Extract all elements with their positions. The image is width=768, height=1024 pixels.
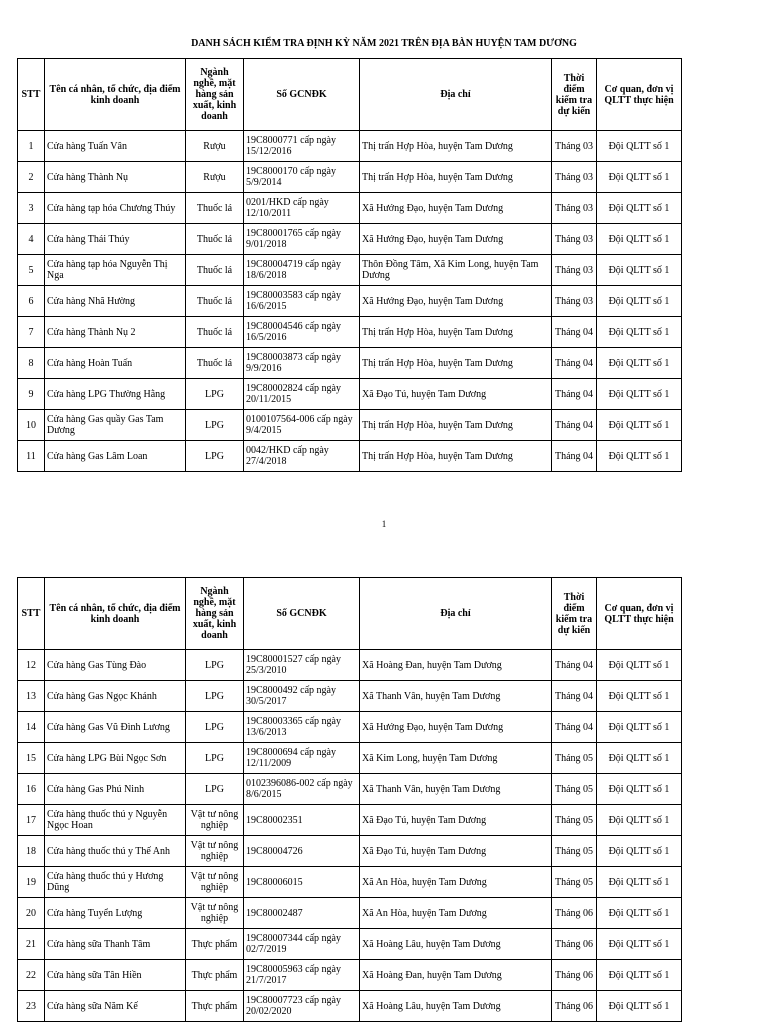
table-row	[18, 255, 682, 286]
cell-gcndk: 0042/HKD cấp ngày 27/4/2018	[244, 441, 360, 472]
cell-time: Tháng 05	[552, 774, 597, 805]
table-row	[18, 348, 682, 379]
cell-name: Cửa hàng sữa Năm Kế	[45, 991, 186, 1022]
cell-address: Thị trấn Hợp Hòa, huyện Tam Dương	[360, 162, 552, 193]
cell-stt: 21	[18, 929, 45, 960]
cell-name: Cửa hàng Tuyển Lượng	[45, 898, 186, 929]
table-row	[18, 712, 682, 743]
cell-gcndk: 19C80005963 cấp ngày 21/7/2017	[244, 960, 360, 991]
cell-stt: 6	[18, 286, 45, 317]
cell-name: Cửa hàng Thái Thúy	[45, 224, 186, 255]
cell-agency: Đội QLTT số 1	[597, 162, 682, 193]
cell-time: Tháng 06	[552, 960, 597, 991]
cell-agency: Đội QLTT số 1	[597, 441, 682, 472]
cell-agency: Đội QLTT số 1	[597, 929, 682, 960]
cell-agency: Đội QLTT số 1	[597, 712, 682, 743]
cell-address: Xã Hoàng Đan, huyện Tam Dương	[360, 960, 552, 991]
cell-gcndk: 19C8000170 cấp ngày 5/9/2014	[244, 162, 360, 193]
cell-agency: Đội QLTT số 1	[597, 224, 682, 255]
cell-name: Cửa hàng sữa Tân Hiền	[45, 960, 186, 991]
inspection-table-page-1	[17, 58, 682, 472]
cell-address: Thị trấn Hợp Hòa, huyện Tam Dương	[360, 348, 552, 379]
cell-time: Tháng 05	[552, 867, 597, 898]
table-row	[18, 991, 682, 1022]
cell-address: Xã An Hòa, huyện Tam Dương	[360, 898, 552, 929]
cell-name: Cửa hàng tạp hóa Chương Thúy	[45, 193, 186, 224]
cell-time: Tháng 04	[552, 379, 597, 410]
cell-address: Xã Đạo Tú, huyện Tam Dương	[360, 836, 552, 867]
cell-sector: Vật tư nông nghiệp	[186, 898, 244, 929]
cell-time: Tháng 03	[552, 224, 597, 255]
cell-time: Tháng 04	[552, 317, 597, 348]
cell-stt: 16	[18, 774, 45, 805]
cell-name: Cửa hàng thuốc thú y Nguyễn Ngọc Hoan	[45, 805, 186, 836]
cell-agency: Đội QLTT số 1	[597, 193, 682, 224]
cell-name: Cửa hàng Gas Phú Ninh	[45, 774, 186, 805]
cell-stt: 19	[18, 867, 45, 898]
cell-sector: Thuốc lá	[186, 224, 244, 255]
cell-stt: 20	[18, 898, 45, 929]
table-row	[18, 131, 682, 162]
cell-stt: 2	[18, 162, 45, 193]
cell-address: Thị trấn Hợp Hòa, huyện Tam Dương	[360, 317, 552, 348]
table-row	[18, 441, 682, 472]
cell-address: Xã Đạo Tú, huyện Tam Dương	[360, 379, 552, 410]
cell-sector: Vật tư nông nghiệp	[186, 836, 244, 867]
table-row	[18, 867, 682, 898]
cell-sector: Thuốc lá	[186, 348, 244, 379]
cell-gcndk: 19C80007344 cấp ngày 02/7/2019	[244, 929, 360, 960]
table-row	[18, 929, 682, 960]
table-row	[18, 193, 682, 224]
header-sector: Ngành nghề, mặt hàng sản xuất, kinh doanh	[186, 578, 244, 650]
cell-sector: Thuốc lá	[186, 255, 244, 286]
table-row	[18, 379, 682, 410]
header-stt: STT	[18, 59, 45, 131]
header-agency: Cơ quan, đơn vị QLTT thực hiện	[597, 59, 682, 131]
cell-address: Thị trấn Hợp Hòa, huyện Tam Dương	[360, 131, 552, 162]
cell-stt: 5	[18, 255, 45, 286]
cell-stt: 7	[18, 317, 45, 348]
table-row	[18, 162, 682, 193]
cell-sector: LPG	[186, 441, 244, 472]
cell-time: Tháng 03	[552, 162, 597, 193]
table-row	[18, 410, 682, 441]
cell-name: Cửa hàng Thành Nụ	[45, 162, 186, 193]
cell-name: Cửa hàng tạp hóa Nguyễn Thị Nga	[45, 255, 186, 286]
cell-stt: 10	[18, 410, 45, 441]
cell-gcndk: 19C8000492 cấp ngày 30/5/2017	[244, 681, 360, 712]
cell-stt: 8	[18, 348, 45, 379]
cell-agency: Đội QLTT số 1	[597, 991, 682, 1022]
table-row	[18, 224, 682, 255]
cell-time: Tháng 04	[552, 712, 597, 743]
cell-time: Tháng 04	[552, 348, 597, 379]
cell-sector: Thuốc lá	[186, 286, 244, 317]
cell-gcndk: 19C8000694 cấp ngày 12/11/2009	[244, 743, 360, 774]
table-row	[18, 960, 682, 991]
cell-time: Tháng 04	[552, 650, 597, 681]
cell-stt: 22	[18, 960, 45, 991]
header-time: Thời điểm kiểm tra dự kiến	[552, 578, 597, 650]
cell-address: Xã Kim Long, huyện Tam Dương	[360, 743, 552, 774]
inspection-table-page-2	[17, 577, 682, 1022]
cell-gcndk: 19C80002824 cấp ngày 20/11/2015	[244, 379, 360, 410]
cell-time: Tháng 03	[552, 255, 597, 286]
cell-name: Cửa hàng Gas Tùng Đào	[45, 650, 186, 681]
cell-address: Xã Thanh Vân, huyện Tam Dương	[360, 681, 552, 712]
cell-gcndk: 19C80004726	[244, 836, 360, 867]
table-header-row	[18, 578, 682, 650]
cell-gcndk: 19C80006015	[244, 867, 360, 898]
cell-address: Xã Hướng Đạo, huyện Tam Dương	[360, 193, 552, 224]
table-header-row	[18, 59, 682, 131]
cell-gcndk: 19C80001765 cấp ngày 9/01/2018	[244, 224, 360, 255]
cell-sector: Rượu	[186, 162, 244, 193]
cell-agency: Đội QLTT số 1	[597, 317, 682, 348]
cell-gcndk: 19C8000771 cấp ngày 15/12/2016	[244, 131, 360, 162]
cell-sector: LPG	[186, 743, 244, 774]
cell-name: Cửa hàng sữa Thanh Tâm	[45, 929, 186, 960]
cell-sector: Rượu	[186, 131, 244, 162]
cell-agency: Đội QLTT số 1	[597, 836, 682, 867]
table-row	[18, 774, 682, 805]
page-number: 1	[381, 519, 387, 529]
cell-gcndk: 0201/HKD cấp ngày 12/10/2011	[244, 193, 360, 224]
header-gcndk: Số GCNĐK	[244, 59, 360, 131]
cell-sector: Thuốc lá	[186, 317, 244, 348]
cell-agency: Đội QLTT số 1	[597, 131, 682, 162]
header-sector: Ngành nghề, mặt hàng sản xuất, kinh doanh	[186, 59, 244, 131]
cell-address: Thị trấn Hợp Hòa, huyện Tam Dương	[360, 410, 552, 441]
cell-time: Tháng 04	[552, 410, 597, 441]
cell-name: Cửa hàng Gas Vũ Đình Lương	[45, 712, 186, 743]
cell-address: Thị trấn Hợp Hòa, huyện Tam Dương	[360, 441, 552, 472]
cell-name: Cửa hàng Gas Ngọc Khánh	[45, 681, 186, 712]
cell-address: Thôn Đồng Tâm, Xã Kim Long, huyện Tam Dương	[360, 255, 552, 286]
cell-time: Tháng 05	[552, 743, 597, 774]
cell-name: Cửa hàng thuốc thú y Thế Anh	[45, 836, 186, 867]
cell-sector: Thực phẩm	[186, 929, 244, 960]
cell-stt: 13	[18, 681, 45, 712]
cell-agency: Đội QLTT số 1	[597, 348, 682, 379]
cell-agency: Đội QLTT số 1	[597, 805, 682, 836]
cell-time: Tháng 03	[552, 131, 597, 162]
cell-gcndk: 0102396086-002 cấp ngày 8/6/2015	[244, 774, 360, 805]
cell-gcndk: 19C80004719 cấp ngày 18/6/2018	[244, 255, 360, 286]
cell-sector: Thực phẩm	[186, 991, 244, 1022]
cell-time: Tháng 06	[552, 929, 597, 960]
cell-time: Tháng 05	[552, 836, 597, 867]
cell-agency: Đội QLTT số 1	[597, 743, 682, 774]
table-row	[18, 317, 682, 348]
cell-sector: LPG	[186, 681, 244, 712]
cell-name: Cửa hàng thuốc thú y Hương Dũng	[45, 867, 186, 898]
cell-address: Xã Hướng Đạo, huyện Tam Dương	[360, 224, 552, 255]
cell-time: Tháng 06	[552, 898, 597, 929]
cell-gcndk: 19C80001527 cấp ngày 25/3/2010	[244, 650, 360, 681]
cell-sector: LPG	[186, 650, 244, 681]
cell-gcndk: 19C80003873 cấp ngày 9/9/2016	[244, 348, 360, 379]
cell-sector: LPG	[186, 379, 244, 410]
cell-sector: Thực phẩm	[186, 960, 244, 991]
cell-agency: Đội QLTT số 1	[597, 774, 682, 805]
cell-time: Tháng 03	[552, 286, 597, 317]
cell-stt: 1	[18, 131, 45, 162]
table-row	[18, 836, 682, 867]
cell-name: Cửa hàng Tuấn Vân	[45, 131, 186, 162]
cell-agency: Đội QLTT số 1	[597, 286, 682, 317]
cell-address: Xã Hướng Đạo, huyện Tam Dương	[360, 712, 552, 743]
table-row	[18, 286, 682, 317]
cell-time: Tháng 05	[552, 805, 597, 836]
cell-time: Tháng 04	[552, 681, 597, 712]
cell-address: Xã Hướng Đạo, huyện Tam Dương	[360, 286, 552, 317]
cell-name: Cửa hàng LPG Bùi Ngọc Sơn	[45, 743, 186, 774]
cell-agency: Đội QLTT số 1	[597, 681, 682, 712]
header-agency: Cơ quan, đơn vị QLTT thực hiện	[597, 578, 682, 650]
cell-stt: 15	[18, 743, 45, 774]
cell-time: Tháng 04	[552, 441, 597, 472]
header-time: Thời điểm kiểm tra dự kiến	[552, 59, 597, 131]
cell-stt: 23	[18, 991, 45, 1022]
cell-time: Tháng 06	[552, 991, 597, 1022]
cell-stt: 11	[18, 441, 45, 472]
table-row	[18, 681, 682, 712]
cell-gcndk: 19C80003583 cấp ngày 16/6/2015	[244, 286, 360, 317]
cell-gcndk: 19C80003365 cấp ngày 13/6/2013	[244, 712, 360, 743]
cell-name: Cửa hàng Nhã Hường	[45, 286, 186, 317]
cell-gcndk: 19C80007723 cấp ngày 20/02/2020	[244, 991, 360, 1022]
document-title: DANH SÁCH KIỂM TRA ĐỊNH KỲ NĂM 2021 TRÊN ĐỊA BÀN HUYỆN TAM DƯƠNG	[191, 38, 577, 49]
cell-address: Xã Đạo Tú, huyện Tam Dương	[360, 805, 552, 836]
header-address: Địa chỉ	[360, 578, 552, 650]
table-row	[18, 805, 682, 836]
cell-time: Tháng 03	[552, 193, 597, 224]
cell-agency: Đội QLTT số 1	[597, 650, 682, 681]
table-row	[18, 650, 682, 681]
header-gcndk: Số GCNĐK	[244, 578, 360, 650]
header-name: Tên cá nhân, tổ chức, địa điểm kinh doanh	[45, 578, 186, 650]
cell-name: Cửa hàng Thành Nụ 2	[45, 317, 186, 348]
cell-address: Xã An Hòa, huyện Tam Dương	[360, 867, 552, 898]
cell-sector: Thuốc lá	[186, 193, 244, 224]
cell-address: Xã Thanh Vân, huyện Tam Dương	[360, 774, 552, 805]
cell-gcndk: 19C80002351	[244, 805, 360, 836]
cell-stt: 14	[18, 712, 45, 743]
header-address: Địa chỉ	[360, 59, 552, 131]
cell-name: Cửa hàng Hoàn Tuấn	[45, 348, 186, 379]
cell-agency: Đội QLTT số 1	[597, 410, 682, 441]
header-stt: STT	[18, 578, 45, 650]
cell-stt: 17	[18, 805, 45, 836]
cell-sector: LPG	[186, 712, 244, 743]
cell-agency: Đội QLTT số 1	[597, 960, 682, 991]
cell-stt: 3	[18, 193, 45, 224]
cell-agency: Đội QLTT số 1	[597, 867, 682, 898]
cell-stt: 12	[18, 650, 45, 681]
cell-sector: LPG	[186, 410, 244, 441]
table-row	[18, 898, 682, 929]
cell-name: Cửa hàng Gas Lâm Loan	[45, 441, 186, 472]
cell-name: Cửa hàng LPG Thường Hằng	[45, 379, 186, 410]
table-row	[18, 743, 682, 774]
cell-stt: 9	[18, 379, 45, 410]
header-name: Tên cá nhân, tổ chức, địa điểm kinh doanh	[45, 59, 186, 131]
cell-sector: Vật tư nông nghiệp	[186, 805, 244, 836]
cell-stt: 18	[18, 836, 45, 867]
cell-address: Xã Hoàng Lâu, huyện Tam Dương	[360, 929, 552, 960]
cell-gcndk: 19C80002487	[244, 898, 360, 929]
cell-stt: 4	[18, 224, 45, 255]
cell-gcndk: 0100107564-006 cấp ngày 9/4/2015	[244, 410, 360, 441]
cell-sector: LPG	[186, 774, 244, 805]
cell-address: Xã Hoàng Lâu, huyện Tam Dương	[360, 991, 552, 1022]
cell-address: Xã Hoàng Đan, huyện Tam Dương	[360, 650, 552, 681]
cell-agency: Đội QLTT số 1	[597, 255, 682, 286]
cell-agency: Đội QLTT số 1	[597, 379, 682, 410]
cell-sector: Vật tư nông nghiệp	[186, 867, 244, 898]
cell-name: Cửa hàng Gas quầy Gas Tam Dương	[45, 410, 186, 441]
cell-gcndk: 19C80004546 cấp ngày 16/5/2016	[244, 317, 360, 348]
cell-agency: Đội QLTT số 1	[597, 898, 682, 929]
